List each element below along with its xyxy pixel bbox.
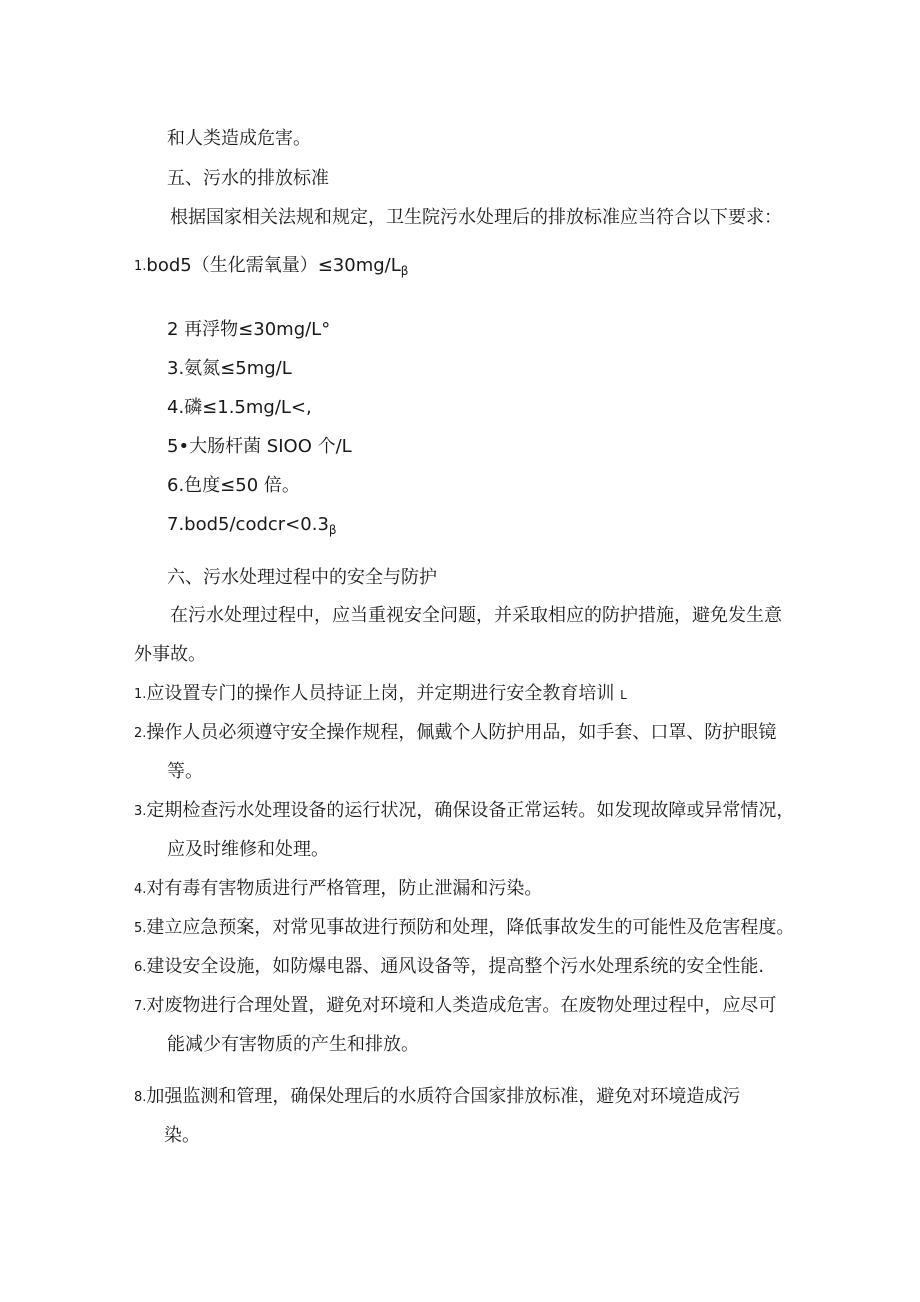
safety-item-2-number: 2. bbox=[134, 726, 147, 741]
safety-item-7-line-1 bbox=[134, 994, 776, 1019]
safety-item-7-number: 7. bbox=[134, 999, 147, 1014]
safety-item-4-number: 4. bbox=[134, 882, 147, 897]
safety-item-5-text: 建立应急预案，对常见事故进行预防和处理，降低事故发生的可能性及危害程度。 bbox=[146, 917, 795, 938]
safety-item-8-line-2: 染。 bbox=[164, 1125, 200, 1146]
safety-item-3-line-1 bbox=[134, 799, 794, 824]
safety-item-2-line-1 bbox=[134, 721, 776, 746]
safety-item-8-line-1 bbox=[134, 1085, 740, 1110]
section-heading-5: 五、污水的排放标准 bbox=[167, 168, 329, 189]
safety-item-1-number: 1. bbox=[134, 687, 147, 702]
safety-item-7-line-2: 能减少有害物质的产生和排放。 bbox=[167, 1034, 419, 1055]
safety-item-8-text: 加强监测和管理，确保处理后的水质符合国家排放标准，避免对环境造成污 bbox=[146, 1086, 741, 1107]
section-6-intro-line-2: 外事故。 bbox=[134, 644, 206, 665]
section-heading-6: 六、污水处理过程中的安全与防护 bbox=[167, 567, 437, 588]
standard-item-1-text: bod5（生化需氧量）≤30mg∕L bbox=[146, 255, 401, 276]
standard-item-1 bbox=[134, 254, 408, 283]
standard-item-7-tail: β bbox=[328, 523, 337, 537]
safety-item-1 bbox=[134, 682, 627, 707]
safety-item-5-number: 5. bbox=[134, 921, 147, 936]
section-5-intro: 根据国家相关法规和规定，卫生院污水处理后的排放标准应当符合以下要求： bbox=[170, 207, 782, 228]
standard-item-4: 4.磷≤1.5mg∕L<, bbox=[167, 397, 312, 418]
safety-item-2-line-2: 等。 bbox=[167, 761, 203, 782]
standard-item-7 bbox=[167, 513, 337, 542]
safety-item-7-text: 对废物进行合理处置，避免对环境和人类造成危害。在废物处理过程中，应尽可 bbox=[146, 995, 777, 1016]
safety-item-6-text: 建设安全设施，如防爆电器、通风设备等，提高整个污水处理系统的安全性能. bbox=[146, 956, 765, 977]
safety-item-4-text: 对有毒有害物质进行严格管理，防止泄漏和污染。 bbox=[146, 878, 543, 899]
safety-item-4 bbox=[134, 877, 542, 902]
safety-item-6 bbox=[134, 955, 764, 980]
standard-item-7-text: 7.bod5∕codcr<0.3 bbox=[167, 514, 329, 535]
safety-item-2-text: 操作人员必须遵守安全操作规程，佩戴个人防护用品，如手套、口罩、防护眼镜 bbox=[146, 722, 777, 743]
safety-item-1-text: 应设置专门的操作人员持证上岗，并定期进行安全教育培训 bbox=[146, 683, 615, 704]
standard-item-1-number: 1. bbox=[134, 259, 147, 274]
safety-item-3-text: 定期检查污水处理设备的运行状况，确保设备正常运转。如发现故障或异常情况， bbox=[146, 800, 795, 821]
safety-item-3-line-2: 应及时维修和处理。 bbox=[167, 839, 329, 860]
safety-item-5 bbox=[134, 916, 794, 941]
safety-item-8-number: 8. bbox=[134, 1090, 147, 1105]
standard-item-6: 6.色度≤50 倍。 bbox=[167, 475, 300, 496]
safety-item-3-number: 3. bbox=[134, 804, 147, 819]
safety-item-1-tail: L bbox=[620, 688, 627, 702]
safety-item-6-number: 6. bbox=[134, 960, 147, 975]
continuation-line: 和人类造成危害。 bbox=[167, 128, 311, 149]
standard-item-3: 3.氨氮≤5mg∕L bbox=[167, 358, 292, 379]
standard-item-5: 5•大肠杆菌 SIOO 个/L bbox=[167, 436, 352, 457]
section-6-intro-line-1: 在污水处理过程中，应当重视安全问题，并采取相应的防护措施，避免发生意 bbox=[170, 605, 782, 626]
standard-item-1-tail: β bbox=[400, 264, 409, 278]
standard-item-2: 2 再浮物≤30mg∕L° bbox=[167, 319, 331, 340]
